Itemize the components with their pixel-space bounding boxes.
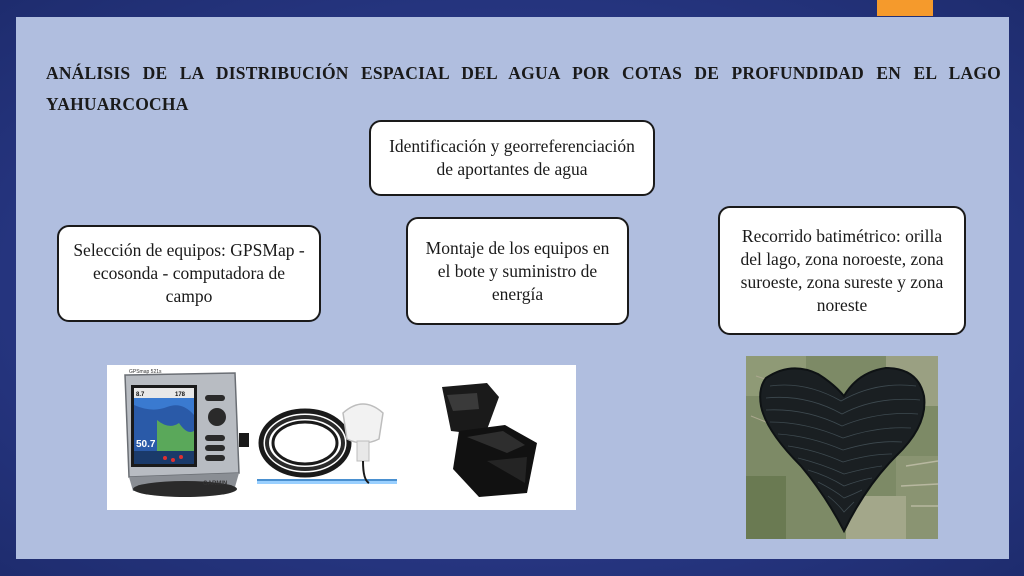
- step-mounting-text: Montaje de los equipos en el bote y suministro de energía: [425, 237, 610, 304]
- gps-antenna-icon: [343, 404, 383, 443]
- equipment-photo: [107, 365, 576, 510]
- gps-speed-reading: 178: [175, 392, 186, 398]
- lake-aerial-photo: [746, 356, 938, 539]
- step-identification-text: Identificación y georreferenciación de aportantes de agua: [389, 136, 635, 179]
- slide-title: ANÁLISIS DE LA DISTRIBUCIÓN ESPACIAL DEL AGUA POR COTAS DE PROFUNDIDAD EN EL LAGO YAHUARCOCHA: [46, 63, 1001, 114]
- gps-brand-label: GARMIN: [203, 481, 228, 487]
- gps-dpad-icon: [208, 408, 226, 426]
- step-identification-box: [369, 120, 655, 196]
- accent-tab: [877, 0, 933, 16]
- gps-model-label: GPSmap 521s: [129, 369, 162, 375]
- equipment-illustration: [107, 365, 576, 510]
- lake-survey-map: [746, 356, 938, 539]
- step-survey-box: [718, 206, 966, 335]
- gps-depth-reading: 8.7: [136, 392, 145, 398]
- step-mounting-box: [406, 217, 629, 325]
- gps-main-reading: 50.7: [136, 439, 156, 450]
- step-survey-text: Recorrido batimétrico: orilla del lago, zona noroeste, zona suroeste, zona sureste y zona noreste: [740, 225, 944, 315]
- step-selection-box: [57, 225, 321, 322]
- step-selection-text: Selección de equipos: GPSMap - ecosonda - computadora de campo: [73, 240, 305, 306]
